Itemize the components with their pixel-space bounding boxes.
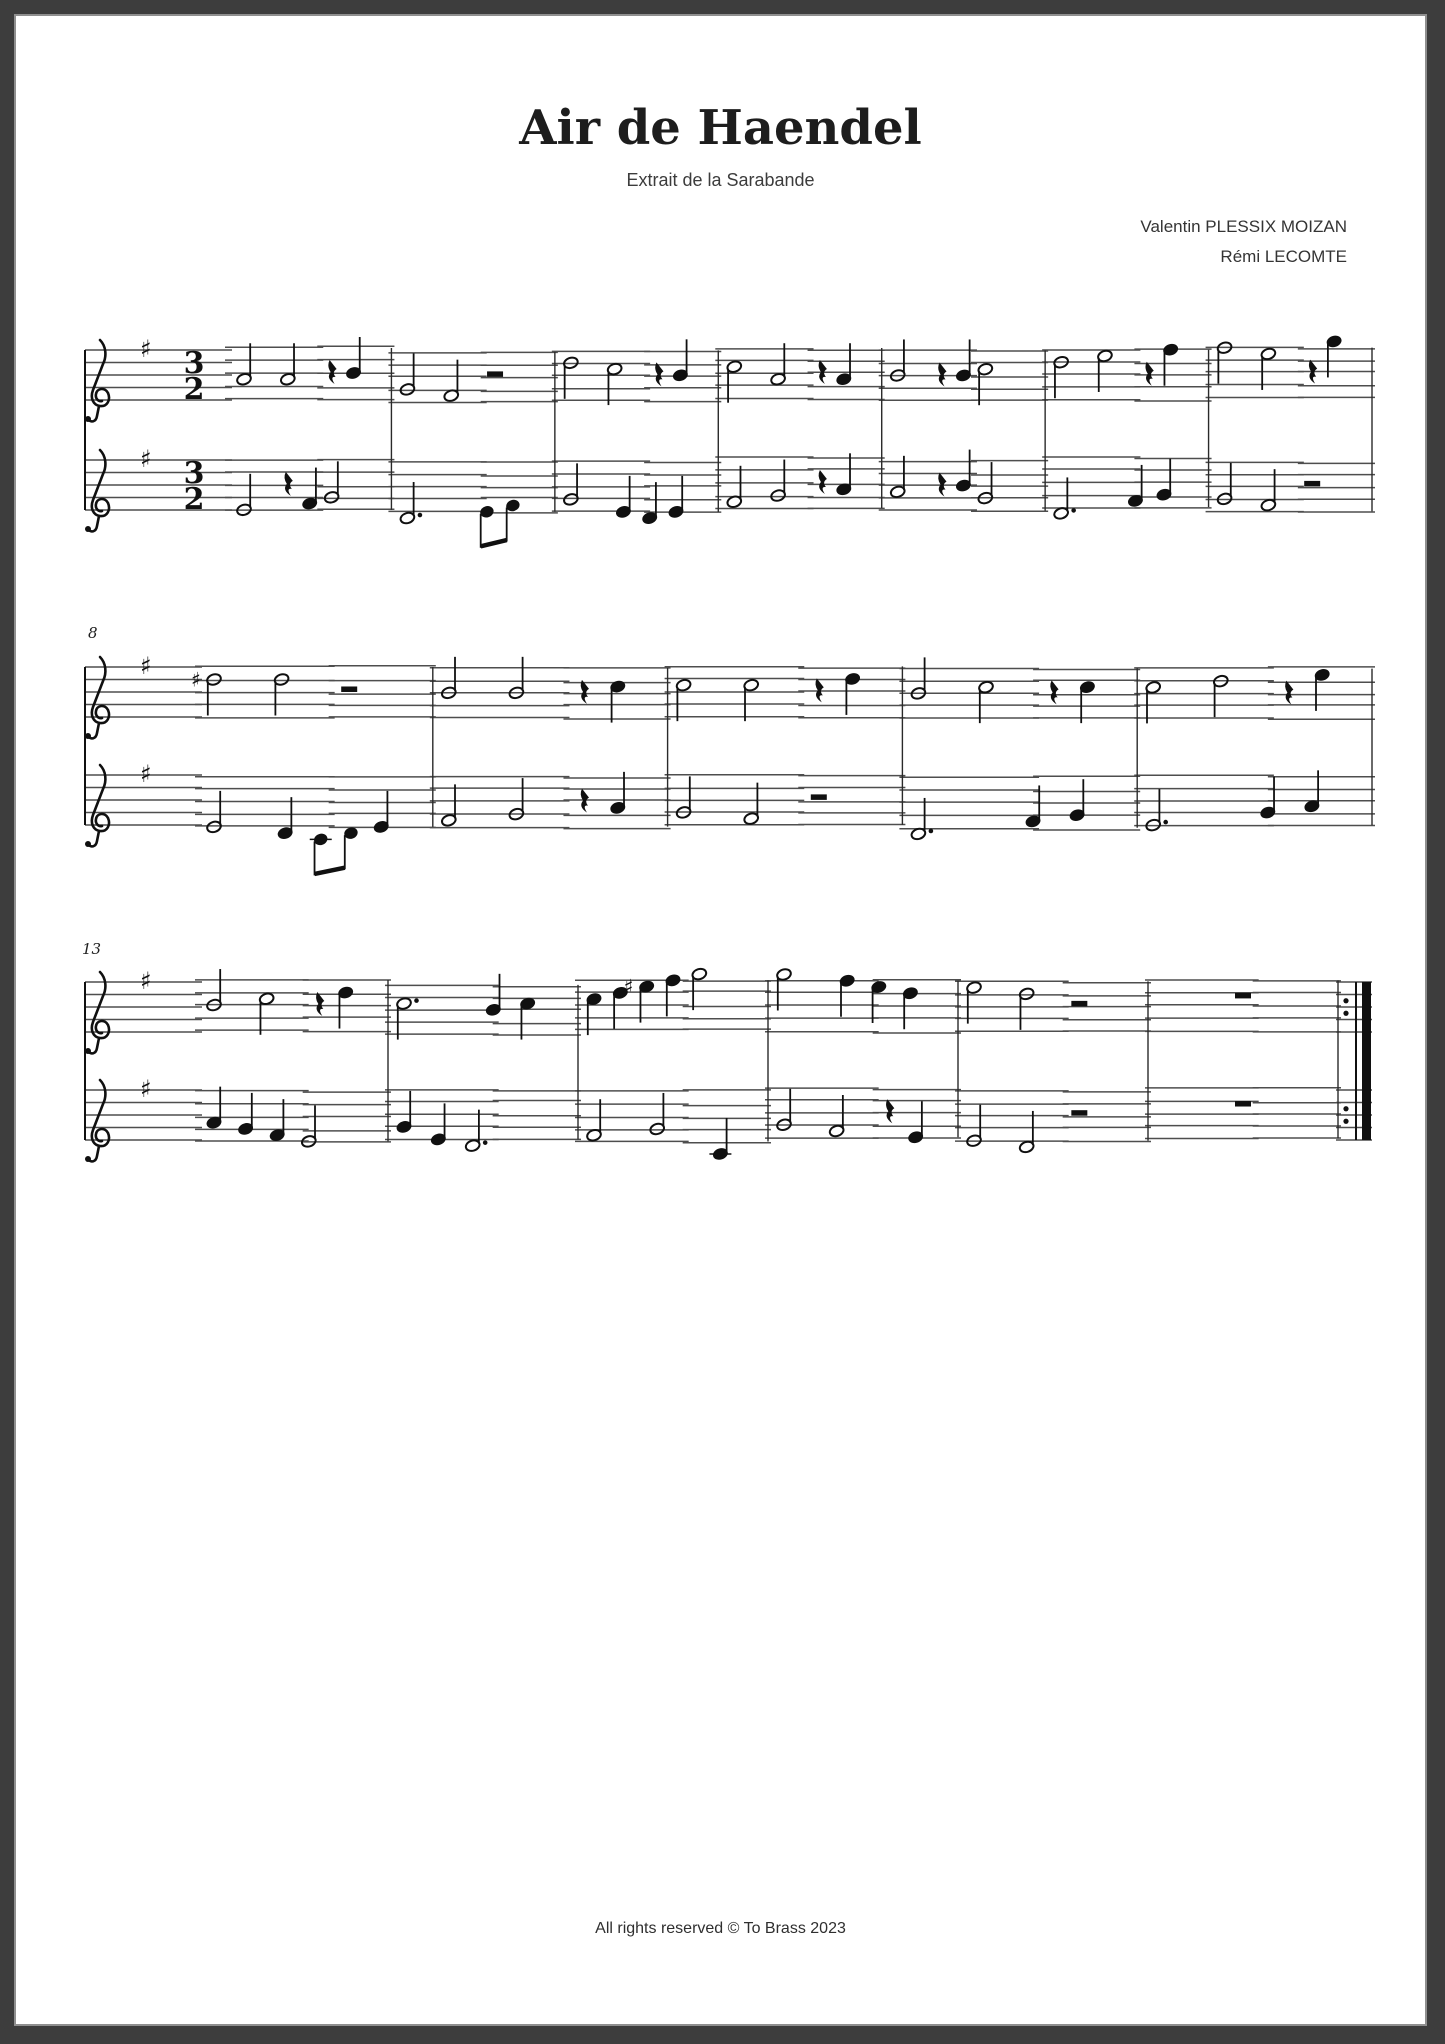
- quarter-rest-icon: [1285, 681, 1293, 705]
- whole-rest-icon: [1235, 1101, 1251, 1107]
- key-signature-sharp-icon: ♯: [140, 445, 152, 473]
- composer-line-2: Rémi LECOMTE: [1220, 247, 1347, 266]
- quarter-rest-icon: [581, 680, 589, 704]
- piece-title: Air de Haendel: [519, 100, 922, 156]
- repeat-dot-icon: [1343, 1119, 1348, 1124]
- notehead-icon: [313, 833, 328, 846]
- time-signature-numerator: 3: [183, 346, 205, 381]
- key-signature-sharp-icon: ♯: [140, 1075, 152, 1103]
- quarter-rest-icon: [1050, 680, 1058, 704]
- treble-clef-icon: [88, 450, 109, 531]
- composer-line-1: Valentin PLESSIX MOIZAN: [1140, 217, 1347, 236]
- augmentation-dot-icon: [1071, 508, 1076, 513]
- notehead-icon: [505, 499, 520, 512]
- copyright-footer: All rights reserved © To Brass 2023: [595, 1920, 846, 1937]
- eighth-beam-icon: [481, 540, 507, 546]
- treble-clef-icon: [88, 340, 109, 421]
- half-rest-icon: [341, 686, 357, 692]
- key-signature-sharp-icon: ♯: [140, 967, 152, 995]
- augmentation-dot-icon: [414, 998, 419, 1003]
- accidental-sharp-icon: ♯: [191, 667, 201, 692]
- quarter-rest-icon: [655, 362, 663, 386]
- key-signature-sharp-icon: ♯: [140, 335, 152, 363]
- system-3: [85, 967, 1372, 1162]
- quarter-rest-icon: [1145, 362, 1153, 386]
- augmentation-dot-icon: [929, 829, 934, 834]
- half-rest-icon: [1304, 481, 1320, 487]
- measure-number-13: 13: [82, 940, 102, 958]
- quarter-rest-icon: [328, 360, 336, 384]
- eighth-beam-icon: [315, 868, 345, 874]
- augmentation-dot-icon: [483, 1140, 488, 1145]
- key-signature-sharp-icon: ♯: [140, 760, 152, 788]
- augmentation-dot-icon: [418, 513, 423, 518]
- half-rest-icon: [1071, 1001, 1087, 1007]
- notehead-icon: [344, 826, 359, 839]
- treble-clef-icon: [88, 1080, 109, 1161]
- treble-clef-icon: [88, 972, 109, 1053]
- half-rest-icon: [1071, 1110, 1087, 1116]
- quarter-rest-icon: [886, 1099, 894, 1123]
- system-2: [85, 652, 1375, 875]
- piece-subtitle: Extrait de la Sarabande: [626, 170, 815, 190]
- key-signature-sharp-icon: ♯: [140, 652, 152, 680]
- half-rest-icon: [487, 371, 503, 377]
- music-notation: [16, 16, 1425, 2024]
- accidental-sharp-icon: ♯: [623, 974, 634, 999]
- whole-rest-icon: [1235, 993, 1251, 999]
- score-sheet: [14, 14, 1427, 2026]
- time-signature-denominator: 2: [183, 372, 205, 407]
- repeat-dot-icon: [1343, 998, 1348, 1003]
- time-signature-denominator: 2: [183, 482, 205, 517]
- repeat-dot-icon: [1343, 1106, 1348, 1111]
- notehead-icon: [479, 505, 494, 518]
- treble-clef-icon: [88, 765, 109, 846]
- quarter-rest-icon: [285, 472, 293, 496]
- quarter-rest-icon: [938, 362, 946, 386]
- half-rest-icon: [811, 794, 827, 800]
- treble-clef-icon: [88, 657, 109, 738]
- quarter-rest-icon: [819, 470, 827, 494]
- system-1: [85, 335, 1375, 548]
- final-barline: [1362, 982, 1371, 1140]
- augmentation-dot-icon: [1163, 820, 1168, 825]
- time-signature-numerator: 3: [183, 456, 205, 491]
- measure-number-8: 8: [88, 624, 98, 642]
- repeat-dot-icon: [1343, 1011, 1348, 1016]
- quarter-rest-icon: [316, 992, 324, 1016]
